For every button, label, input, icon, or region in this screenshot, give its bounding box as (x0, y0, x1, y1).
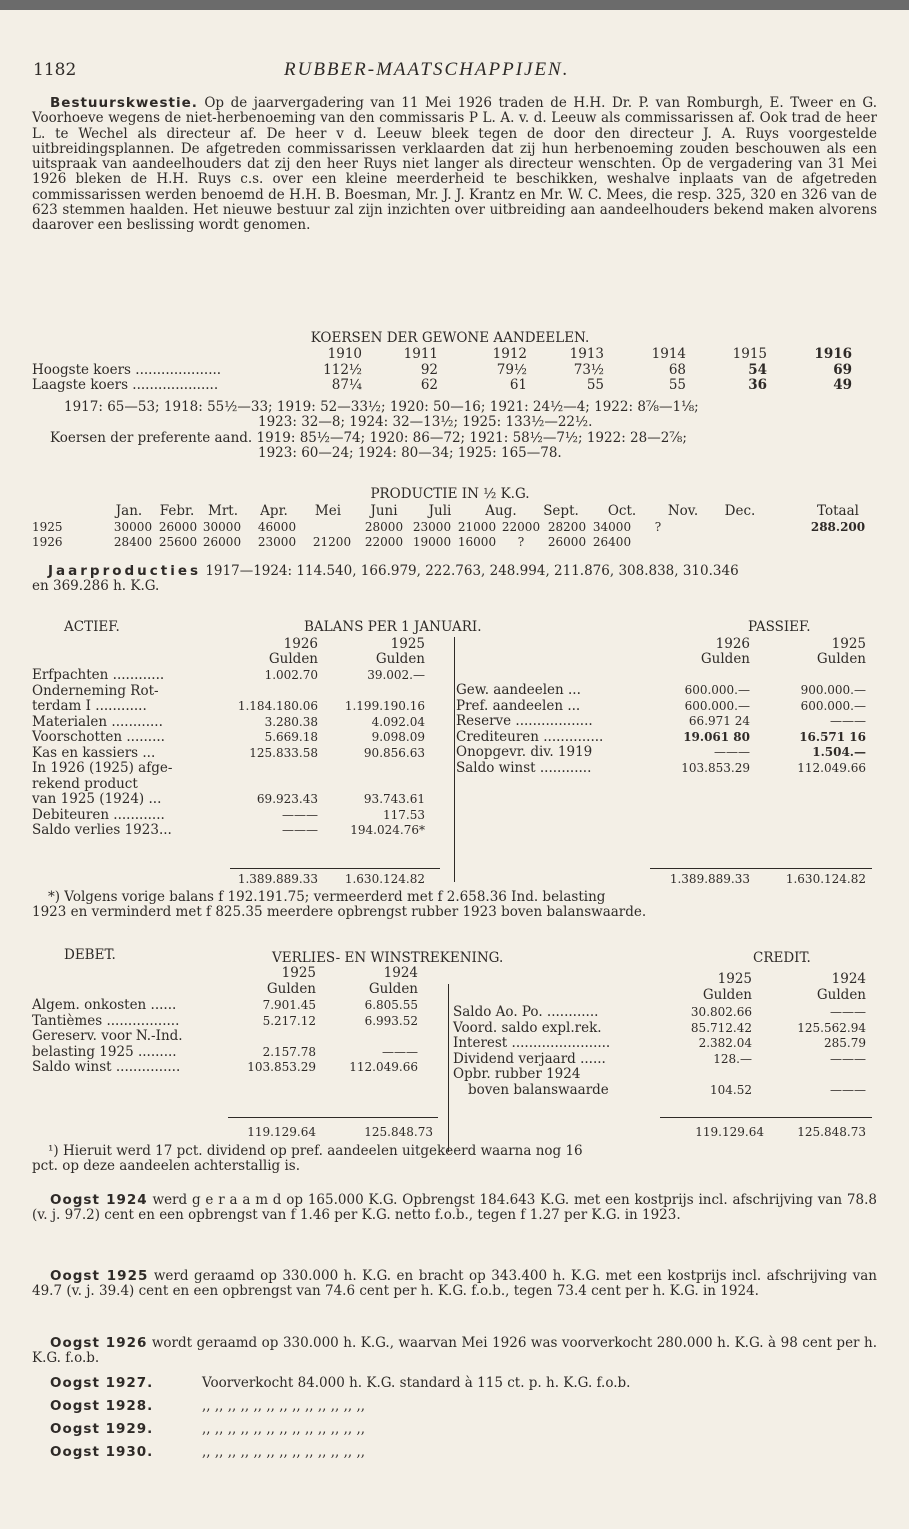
credit-value-1924: ——— (830, 1082, 866, 1097)
debet-value-1924: 6.993.52 (364, 1013, 418, 1028)
productie-column-header: Sept. (543, 503, 579, 519)
oogst-lead: Oogst 1926 (50, 1335, 148, 1351)
koersen-value: 112½ (323, 362, 362, 378)
oogst-short-lead: Oogst 1928. (50, 1398, 154, 1414)
balans-footnote1: *) Volgens vorige balans f 192.191.75; vermeerderd met f 2.658.36 Ind. belasting (48, 889, 606, 905)
productie-value: 26000 (202, 535, 242, 549)
verlies-unit-left: Gulden (368, 981, 418, 997)
productie-value: 22000 (364, 535, 404, 549)
koersen-value: 68 (668, 362, 686, 378)
credit-value-1924: ——— (830, 1051, 866, 1066)
actief-row-label: rekend product (32, 775, 138, 792)
productie-column-header: Febr. (159, 503, 195, 519)
passief-row-label: Pref. aandeelen ... (456, 697, 581, 714)
productie-value: 26000 (547, 535, 587, 549)
verlies-total-left-1924: 125.848.73 (364, 1125, 433, 1139)
jaarproducties-label: Jaarproducties (48, 563, 202, 579)
koersen-value: 54 (748, 362, 767, 378)
actief-value-1926: 1.184.180.06 (237, 699, 318, 713)
balans-unit-left: Gulden (375, 651, 425, 667)
productie-column-header: Jan. (115, 503, 143, 519)
credit-title: CREDIT. (753, 950, 811, 966)
productie-value: 16000 (457, 535, 497, 549)
balans-unit-right: Gulden (816, 651, 866, 667)
productie-value: 21200 (312, 535, 352, 549)
oogst-short-text: ,, ,, ,, ,, ,, ,, ,, ,, ,, ,, ,, ,, ,, (202, 1444, 366, 1460)
credit-row-label: boven balanswaarde (468, 1081, 609, 1098)
koersen-value: 87¼ (331, 377, 362, 393)
bestuur-paragraph (32, 96, 877, 234)
debet-value-1925: 5.217.12 (262, 1013, 316, 1028)
koersen-line2: 1923: 32—8; 1924: 32—13½; 1925: 133½—22½. (258, 414, 593, 430)
oogst-short-text: ,, ,, ,, ,, ,, ,, ,, ,, ,, ,, ,, ,, ,, (202, 1421, 366, 1437)
actief-row-label: Materialen ............ (32, 713, 163, 730)
passief-value-1925: 16.571 16 (799, 729, 866, 744)
pref-line1: Koersen der preferente aand. 1919: 85½—74; 1920: 86—72; 1921: 58½—7½; 1922: 28—2⅞; (50, 430, 687, 446)
oogst-1926-paragraph (32, 1336, 877, 1367)
document-page (0, 10, 909, 1529)
verlies-year-right: 1924 (831, 971, 866, 987)
passief-row-label: Gew. aandeelen ... (456, 682, 581, 698)
passief-value-1926: ——— (714, 745, 750, 759)
productie-column-header: Juli (428, 503, 452, 519)
balans-total-right-1925: 1.630.124.82 (785, 872, 866, 886)
passief-value-1926: 600.000.— (684, 683, 750, 697)
credit-value-1925: 30.802.66 (690, 1005, 752, 1019)
credit-value-1924: 125.562.94 (797, 1020, 866, 1035)
verlies-footnote1: ¹) Hieruit werd 17 pct. dividend op pref. aandeelen uitgekeerd waarna nog 16 (48, 1143, 583, 1159)
balans-unit-left: Gulden (268, 651, 318, 667)
productie-value: 25600 (158, 535, 198, 549)
productie-value: 26400 (592, 535, 632, 549)
oogst-short-lead: Oogst 1929. (50, 1421, 154, 1437)
productie-column-header: Aug. (485, 503, 517, 519)
passief-value-1926: 600.000.— (684, 698, 750, 713)
koersen-year: 1914 (651, 346, 686, 362)
actief-value-1926: 3.280.38 (264, 714, 318, 729)
passief-value-1926: 19.061 80 (683, 729, 750, 744)
balans-divider (454, 637, 455, 882)
actief-row-label: Debiteuren ............ (32, 806, 165, 823)
productie-column-header: Nov. (667, 503, 699, 519)
passief-value-1925: 1.504.— (812, 745, 866, 759)
oogst-text: werd geraamd op 330.000 h. K.G. en bracht op 343.400 h. K.G. met een kostprijs incl. afschrijving van 49.7 (v. j. 39.4) cent en een opbrengst van 74.6 cent per h. K.G. f.o.b., tegen 73.4 cent per h. K.G. in 1924. (32, 1268, 877, 1300)
productie-value: 22000 (501, 520, 541, 534)
jaarproducties-text: 1917—1924: 114.540, 166.979, 222.763, 248.994, 211.876, 308.838, 310.346 (205, 563, 739, 579)
actief-value-1926: 69.923.43 (256, 792, 318, 806)
debet-value-1924: ——— (382, 1044, 418, 1059)
balans-total-right-1926: 1.389.889.33 (669, 872, 750, 886)
balans-year-right: 1925 (831, 636, 866, 652)
jaarproducties-line (48, 564, 739, 579)
bestuur-text: Op de jaarvergadering van 11 Mei 1926 traden de H.H. Dr. P. van Romburgh, E. Tweer en G. Voorhoeve wegens de niet-herbenoeming van den commissaris P L. A. v. d. Leeuw als commissarissen af. Ook trad de heer L. te Wechel als directeur af. De heer v d. Leeuw bleek tegen de door den directeur J. A. Ruys voorgestelde uitbreidingsplannen. De afgetreden commissarissen verklaarden dat zij hun herbenoeming zouden beschouwen als een uitspraak van aandeelhouders dat zij den heer Ruys niet langer als directeur wenschten. Op de vergadering van 31 Mei 1926 bleken de H.H. Ruys c.s. over een kleine meerderheid te beschikken, weshalve inplaats van de afgetreden commissarissen werden benoemd de H.H. B. Boesman, Mr. J. J. Krantz en Mr. W. C. Mees, die resp. 325, 320 en 326 van de 623 stemmen haalden. Het nieuwe bestuur zal zijn inzichten over uitbreiding aan aandeelhouders bekend maken alvorens daarover een beslissing wordt genomen. (32, 95, 877, 234)
balans-year-left: 1925 (390, 636, 425, 652)
balans-title: BALANS PER 1 JANUARI. (304, 619, 482, 635)
actief-row-label: Kas en kassiers ... (32, 744, 156, 761)
productie-title: PRODUCTIE IN ½ K.G. (370, 486, 530, 502)
passief-value-1925: 112.049.66 (797, 760, 866, 775)
credit-value-1925: 85.712.42 (690, 1020, 752, 1035)
koersen-year: 1911 (403, 346, 438, 362)
verlies-year-right: 1925 (717, 971, 752, 987)
koersen-row-label: Laagste koers .................... (32, 377, 219, 393)
productie-value: 46000 (257, 520, 297, 534)
actief-title: ACTIEF. (64, 619, 120, 635)
credit-row-label: Interest ....................... (453, 1035, 611, 1051)
koersen-line1: 1917: 65—53; 1918: 55½—33; 1919: 52—33½; 1920: 50—16; 1921: 24½—4; 1922: 8⅞—1⅛; (64, 399, 699, 415)
passief-value-1926: 103.853.29 (681, 760, 750, 775)
verlies-unit-left: Gulden (266, 981, 316, 997)
balans-total-left-1926: 1.389.889.33 (237, 872, 318, 886)
passief-row-label: Crediteuren .............. (456, 728, 604, 745)
productie-value: 23000 (257, 535, 297, 549)
actief-row-label: Voorschotten ......... (32, 729, 165, 745)
debet-row-label: belasting 1925 ......... (32, 1043, 177, 1060)
credit-value-1925: 104.52 (710, 1082, 752, 1097)
koersen-value: 92 (420, 362, 438, 378)
page-title: RUBBER-MAATSCHAPPIJEN. (284, 59, 570, 80)
productie-value: 23000 (412, 520, 452, 534)
oogst-text: werd g e r a a m d op 165.000 K.G. Opbrengst 184.643 K.G. met een kostprijs incl. afschrijving van 78.8 (v. j. 97.2) cent en een opbrengst van f 1.46 per K.G. netto f.o.b., tegen f 1.27 per K.G. in 1923. (32, 1192, 877, 1224)
oogst-short-lead: Oogst 1930. (50, 1444, 154, 1460)
balans-total-left-1925: 1.630.124.82 (344, 872, 425, 886)
passief-row-label: Saldo winst ............ (456, 759, 592, 776)
oogst-1925-paragraph (32, 1269, 877, 1300)
koersen-value: 62 (420, 377, 438, 393)
productie-value: 28400 (113, 535, 153, 549)
balans-rule-right (650, 868, 872, 869)
debet-value-1924: 112.049.66 (349, 1060, 418, 1074)
productie-value: ? (654, 520, 662, 534)
debet-row-label: Tantièmes ................. (32, 1012, 180, 1029)
koersen-value: 73½ (573, 362, 604, 378)
koersen-year: 1913 (569, 346, 604, 362)
productie-year: 1926 (32, 535, 63, 549)
koersen-value: 69 (833, 362, 852, 378)
productie-column-header: Totaal (817, 503, 859, 519)
actief-value-1926: 5.669.18 (264, 730, 318, 744)
productie-column-header: Apr. (260, 503, 288, 519)
debet-row-label: Saldo winst ............... (32, 1059, 181, 1075)
koersen-row-label: Hoogste koers .................... (32, 362, 222, 378)
verlies-total-right-1924: 125.848.73 (797, 1125, 866, 1139)
koersen-year: 1910 (327, 346, 362, 362)
verlies-title: VERLIES- EN WINSTREKENING. (272, 950, 504, 966)
bestuur-lead: Bestuurskwestie. (50, 95, 198, 111)
productie-value: 28200 (547, 520, 587, 534)
passief-title: PASSIEF. (748, 619, 811, 635)
oogst-lead: Oogst 1925 (50, 1268, 149, 1284)
productie-value: ? (517, 535, 525, 549)
verlies-divider (448, 984, 449, 1152)
oogst-short-text: Voorverkocht 84.000 h. K.G. standard à 115 ct. p. h. K.G. f.o.b. (202, 1375, 631, 1391)
actief-row-label: In 1926 (1925) afge- (32, 760, 173, 776)
verlies-year-left: 1925 (281, 965, 316, 981)
actief-row-label: Onderneming Rot- (32, 682, 159, 699)
debet-value-1925: 2.157.78 (262, 1044, 316, 1059)
verlies-unit-right: Gulden (702, 987, 752, 1003)
scan-edge (0, 0, 909, 10)
actief-value-1925: 39.002.— (367, 668, 425, 682)
credit-value-1925: 2.382.04 (698, 1036, 752, 1050)
actief-value-1926: ——— (282, 807, 318, 822)
koersen-value: 36 (748, 377, 767, 393)
verlies-year-left: 1924 (383, 965, 418, 981)
productie-value: 28000 (364, 520, 404, 534)
credit-row-label: Voord. saldo expl.rek. (453, 1019, 602, 1036)
debet-row-label: Gereserv. voor N.-Ind. (32, 1028, 183, 1044)
oogst-short-text: ,, ,, ,, ,, ,, ,, ,, ,, ,, ,, ,, ,, ,, (202, 1398, 366, 1414)
actief-row-label: Saldo verlies 1923... (32, 822, 172, 838)
credit-value-1924: ——— (830, 1005, 866, 1019)
balans-footnote2: 1923 en verminderd met f 825.35 meerdere opbrengst rubber 1923 boven balanswaarde. (32, 904, 647, 920)
actief-value-1925: 93.743.61 (363, 792, 425, 806)
passief-row-label: Onopgevr. div. 1919 (456, 744, 593, 760)
verlies-rule-right (660, 1117, 872, 1118)
actief-value-1925: 117.53 (383, 807, 425, 822)
pref-line2: 1923: 60—24; 1924: 80—34; 1925: 165—78. (258, 445, 562, 461)
productie-value: 288.200 (810, 520, 866, 534)
verlies-total-left-1925: 119.129.64 (247, 1125, 316, 1139)
actief-row-label: Erfpachten ............ (32, 667, 165, 683)
verlies-footnote2: pct. op deze aandeelen achterstallig is. (32, 1158, 300, 1174)
actief-row-label: terdam I ............ (32, 698, 147, 714)
productie-value: 26000 (158, 520, 198, 534)
actief-row-label: van 1925 (1924) ... (32, 791, 162, 807)
credit-row-label: Saldo Ao. Po. ............ (453, 1004, 599, 1020)
debet-value-1925: 103.853.29 (247, 1060, 316, 1074)
balans-year-right: 1926 (715, 636, 750, 652)
productie-column-header: Mrt. (208, 503, 238, 519)
jaarproducties-text2: en 369.286 h. K.G. (32, 578, 160, 594)
actief-value-1926: ——— (282, 823, 318, 837)
actief-value-1925: 90.856.63 (363, 745, 425, 760)
passief-value-1925: ——— (830, 714, 866, 728)
credit-value-1925: 128.— (713, 1051, 752, 1066)
oogst-1924-paragraph (32, 1193, 877, 1224)
page-number: 1182 (33, 60, 77, 80)
actief-value-1925: 9.098.09 (371, 730, 425, 744)
koersen-year: 1915 (732, 346, 767, 362)
passief-value-1925: 900.000.— (800, 683, 866, 697)
productie-year: 1925 (32, 520, 63, 534)
verlies-rule-left (228, 1117, 438, 1118)
koersen-value: 61 (509, 377, 527, 393)
balans-rule-left (230, 868, 440, 869)
balans-year-left: 1926 (283, 636, 318, 652)
koersen-value: 79½ (496, 362, 527, 378)
koersen-year: 1912 (492, 346, 527, 362)
koersen-value: 55 (586, 377, 604, 393)
oogst-short-lead: Oogst 1927. (50, 1375, 154, 1391)
credit-row-label: Opbr. rubber 1924 (453, 1066, 581, 1082)
productie-column-header: Dec. (724, 503, 756, 519)
debet-title: DEBET. (64, 947, 116, 963)
debet-row-label: Algem. onkosten ...... (32, 997, 177, 1013)
passief-value-1925: 600.000.— (800, 698, 866, 713)
productie-value: 34000 (592, 520, 632, 534)
productie-column-header: Oct. (607, 503, 637, 519)
productie-value: 19000 (412, 535, 452, 549)
productie-value: 21000 (457, 520, 497, 534)
oogst-lead: Oogst 1924 (50, 1192, 148, 1208)
actief-value-1926: 1.002.70 (264, 668, 318, 682)
productie-column-header: Mei (314, 503, 342, 519)
verlies-unit-right: Gulden (816, 987, 866, 1003)
productie-column-header: Juni (370, 503, 398, 519)
actief-value-1925: 4.092.04 (371, 714, 425, 729)
debet-value-1925: 7.901.45 (262, 998, 316, 1012)
koersen-value: 55 (668, 377, 686, 393)
koersen-year: 1916 (814, 346, 852, 362)
actief-value-1926: 125.833.58 (249, 745, 318, 760)
verlies-total-right-1925: 119.129.64 (695, 1125, 764, 1139)
productie-value: 30000 (202, 520, 242, 534)
koersen-value: 49 (833, 377, 852, 393)
debet-value-1924: 6.805.55 (364, 998, 418, 1012)
passief-row-label: Reserve .................. (456, 713, 593, 729)
credit-value-1924: 285.79 (824, 1036, 866, 1050)
productie-value: 30000 (113, 520, 153, 534)
oogst-text: wordt geraamd op 330.000 h. K.G., waarvan Mei 1926 was voorverkocht 280.000 h. K.G. à 98 cent per h. K.G. f.o.b. (32, 1335, 877, 1367)
balans-unit-right: Gulden (700, 651, 750, 667)
actief-value-1925: 194.024.76* (350, 823, 425, 837)
passief-value-1926: 66.971 24 (688, 714, 750, 728)
koersen-title: KOERSEN DER GEWONE AANDEELEN. (310, 330, 590, 346)
credit-row-label: Dividend verjaard ...... (453, 1050, 606, 1067)
actief-value-1925: 1.199.190.16 (344, 699, 425, 713)
